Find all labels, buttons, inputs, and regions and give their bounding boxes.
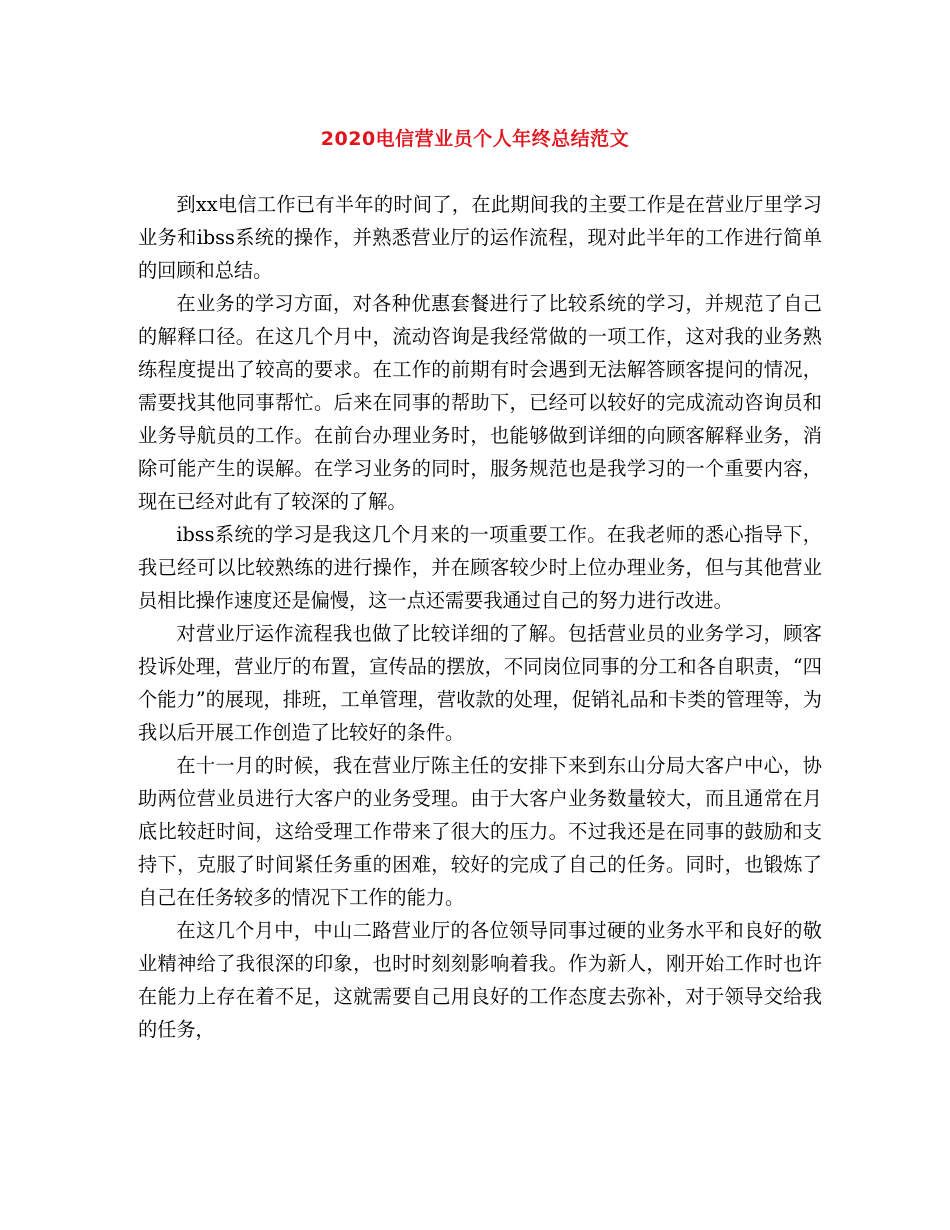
- paragraph: ibss系统的学习是我这几个月来的一项重要工作。在我老师的悉心指导下，我已经可以比较熟练的进行操作，并在顾客较少时上位办理业务，但与其他营业员相比操作速度还是偏慢，这一点还需要我通过自己的努力进行改进。: [138, 523, 822, 612]
- document-body: [138, 188, 822, 1046]
- paragraph: 到xx电信工作已有半年的时间了，在此期间我的主要工作是在营业厅里学习业务和ibss系统的操作，并熟悉营业厅的运作流程，现对此半年的工作进行简单的回顾和总结。: [138, 193, 822, 282]
- document-title: 2020电信营业员个人年终总结范文: [320, 128, 630, 150]
- paragraph: 在这几个月中，中山二路营业厅的各位领导同事过硬的业务水平和良好的敬业精神给了我很深的印象，也时时刻刻影响着我。作为新人，刚开始工作时也许在能力上存在着不足，这就需要自己用良好的工作态度去弥补，对于领导交给我的任务，: [138, 919, 822, 1041]
- paragraph: 对营业厅运作流程我也做了比较详细的了解。包括营业员的业务学习，顾客投诉处理，营业厅的布置，宣传品的摆放，不同岗位同事的分工和各自职责，“四个能力”的展现，排班，工单管理，营收款的处理，促销礼品和卡类的管理等，为我以后开展工作创造了比较好的条件。: [138, 622, 822, 744]
- paragraph: 在十一月的时候，我在营业厅陈主任的安排下来到东山分局大客户中心，协助两位营业员进行大客户的业务受理。由于大客户业务数量较大，而且通常在月底比较赶时间，这给受理工作带来了很大的压力。不过我还是在同事的鼓励和支持下，克服了时间紧任务重的困难，较好的完成了自己的任务。同时，也锻炼了自己在任务较多的情况下工作的能力。: [138, 754, 822, 909]
- paragraph: 在业务的学习方面，对各种优惠套餐进行了比较系统的学习，并规范了自己的解释口径。在这几个月中，流动咨询是我经常做的一项工作，这对我的业务熟练程度提出了较高的要求。在工作的前期有时会遇到无法解答顾客提问的情况，需要找其他同事帮忙。后来在同事的帮助下，已经可以较好的完成流动咨询员和业务导航员的工作。在前台办理业务时，也能够做到详细的向顾客解释业务，消除可能产生的误解。在学习业务的同时，服务规范也是我学习的一个重要内容，现在已经对此有了较深的了解。: [138, 292, 822, 513]
